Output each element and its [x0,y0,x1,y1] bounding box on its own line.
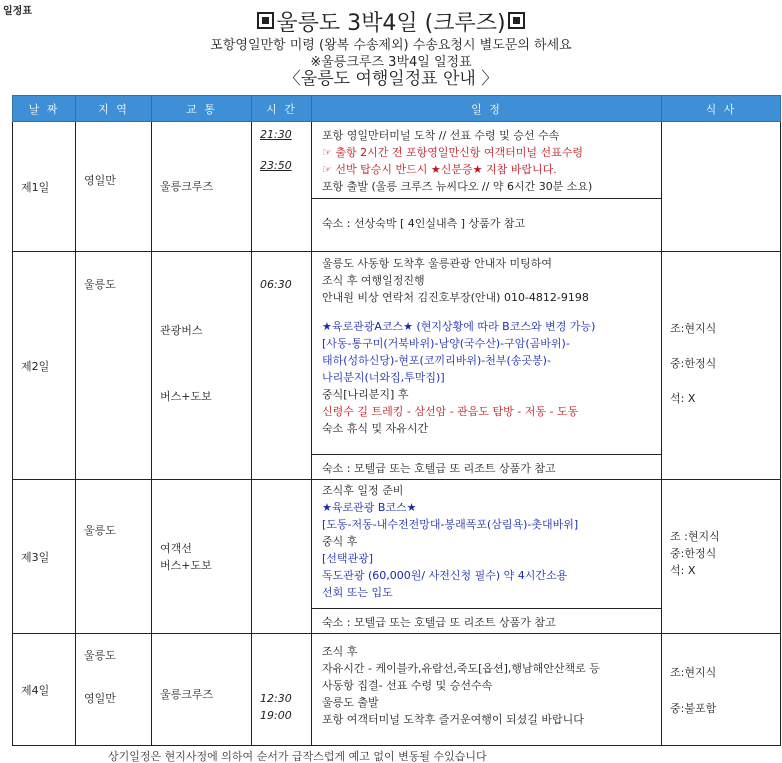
time-cell [252,122,312,252]
transport-cell [152,252,252,480]
transport-text: 버스+도보 [160,390,212,403]
meal-text: 중:한정식 [670,547,717,560]
meals-cell [662,480,781,634]
schedule-line: 조식후 일정 준비 [322,484,404,497]
schedule-line: 자유시간 - 케이블카,유람선,죽도[옵션],행남해안산책로 등 [322,662,600,675]
region-text: 울릉도 [84,278,116,291]
schedule-line: 포항 출발 (울릉 크루즈 뉴씨다오 // 약 6시간 30분 소요) [322,180,593,193]
table-row [13,634,781,746]
meal-text: 석: X [670,392,696,405]
schedule-cell [312,252,662,480]
header-transport: 교 통 [152,96,252,122]
schedule-line: [선택관광] [322,552,374,565]
meal-text: 조 :현지식 [670,530,720,543]
table-row [13,122,781,252]
footnote: 상기일정은 현지사정에 의하여 순서가 급작스럽게 예고 없이 변동될 수있습니다 [108,750,487,763]
schedule-line: 나리분지(너와집,투막집)] [322,371,445,384]
header-meals: 식 사 [662,96,781,122]
transport-cell [152,480,252,634]
transport-text: 버스+도보 [160,559,212,572]
meal-text: 중:불포함 [670,702,717,715]
schedule-line: 중식[나리분지] 후 [322,388,409,401]
day-label: 제4일 [21,683,50,697]
square-bullet-icon [508,12,525,29]
schedule-line: [사동-통구미(거북바위)-남양(국수산)-구암(곰바위)- [322,337,570,350]
lodging-text: 숙소 : 모텔급 또는 호텔급 또 리조트 상품가 참고 [312,608,661,633]
schedule-line: 조식 후 여행일정진행 [322,274,425,287]
schedule-line: 조식 후 [322,645,358,658]
schedule-line: 포항 영일만터미널 도착 // 선표 수령 및 승선 수속 [322,129,560,142]
schedule-cell [312,480,662,634]
meals-cell [662,634,781,746]
meal-text: 석: X [670,564,696,577]
schedule-line: ★육로관광 B코스★ [322,501,417,514]
schedule-line: ★육로관광A코스★ (현지상황에 따라 B코스와 변경 가능) [322,320,596,333]
schedule-line: ☞ 출항 2시간 전 포항영일만신항 여객터미널 선표수령 [322,146,583,159]
schedule-line: 숙소 휴식 및 자유시간 [322,422,429,435]
region-cell [76,634,152,746]
day-label: 제2일 [21,359,50,373]
transport-text: 여객선 [160,542,192,555]
region-text: 울릉도 [84,649,116,662]
document-label: 일정표 [3,6,32,17]
schedule-line: ☞ 선박 탑승시 반드시 ★신분증★ 지참 바랍니다. [322,163,557,176]
day-cell [13,122,76,252]
transport-text: 울릉크루즈 [160,180,214,193]
meal-text: 조:현지식 [670,666,717,679]
day-cell [13,252,76,480]
table-row [13,480,781,634]
schedule-line: 태하(성하신당)-현포(코끼리바위)-천부(송곳봉)- [322,354,551,367]
day-label: 제1일 [21,180,50,194]
square-bullet-icon [257,12,274,29]
time-cell [252,480,312,634]
schedule-line: 울릉도 사동항 도착후 울릉관광 안내자 미팅하여 [322,257,553,270]
schedule-line: 안내원 비상 연락처 김진호부장(안내) 010-4812-9198 [322,291,589,304]
lodging-text: 숙소 : 선상숙박 [ 4인실내측 ] 상품가 참고 [312,198,661,251]
meals-cell [662,122,781,252]
itinerary-table [12,95,781,746]
time-cell [252,634,312,746]
schedule-line: 중식 후 [322,535,358,548]
region-text: 영일만 [84,692,116,705]
transport-text: 울릉크루즈 [160,688,214,701]
time-text: 23:50 [260,159,292,172]
time-text: 06:30 [260,278,292,291]
meal-text: 조:현지식 [670,322,717,335]
meals-cell [662,252,781,480]
transport-text: 관광버스 [160,324,203,337]
time-cell [252,252,312,480]
region-text: 영일만 [84,174,116,187]
region-cell [76,122,152,252]
subtitle: 포항영일만항 미령 (왕복 수송제외) 수송요청시 별도문의 하세요 [210,38,572,53]
schedule-cell [312,634,662,746]
schedule-line: 신령수 길 트레킹 - 삼선암 - 관음도 탐방 - 저동 - 도동 [322,405,579,418]
table-row [13,252,781,480]
region-cell [76,480,152,634]
time-text: 12:30 [260,692,292,705]
day-cell [13,634,76,746]
region-text: 울릉도 [84,524,116,537]
page-title [0,11,782,37]
transport-cell [152,122,252,252]
schedule-cell [312,122,662,252]
subtitle-2: ※울릉크루즈 3박4일 일정표 [310,55,472,70]
header-time: 시 간 [252,96,312,122]
header-region: 지 역 [76,96,152,122]
schedule-line: 포항 여객터미널 도착후 즐거운여행이 되셨길 바랍니다 [322,713,584,726]
subtitle-3: 〈울릉도 여행일정표 안내 〉 [283,69,499,89]
schedule-line: 선회 또는 입도 [322,586,393,599]
header-schedule: 일 정 [312,96,662,122]
meal-text: 중:한정식 [670,357,717,370]
region-cell [76,252,152,480]
title-text: 울릉도 3박4일 (크루즈) [276,11,506,36]
schedule-line: 사동항 집결- 선표 수령 및 승선수속 [322,679,493,692]
header-date: 날 짜 [13,96,76,122]
time-text: 21:30 [260,128,292,141]
table-header-row [13,96,781,122]
schedule-line: [도동-저동-내수전전망대-봉래폭포(삼림욕)-촛대바위] [322,518,579,531]
time-text: 19:00 [260,709,292,722]
schedule-line: 독도관광 (60,000원/ 사전신청 필수) 약 4시간소용 [322,569,568,582]
schedule-line: 울릉도 출발 [322,696,379,709]
day-label: 제3일 [21,550,50,564]
lodging-text: 숙소 : 모텔급 또는 호텔급 또 리조트 상품가 참고 [312,454,661,479]
transport-cell [152,634,252,746]
day-cell [13,480,76,634]
